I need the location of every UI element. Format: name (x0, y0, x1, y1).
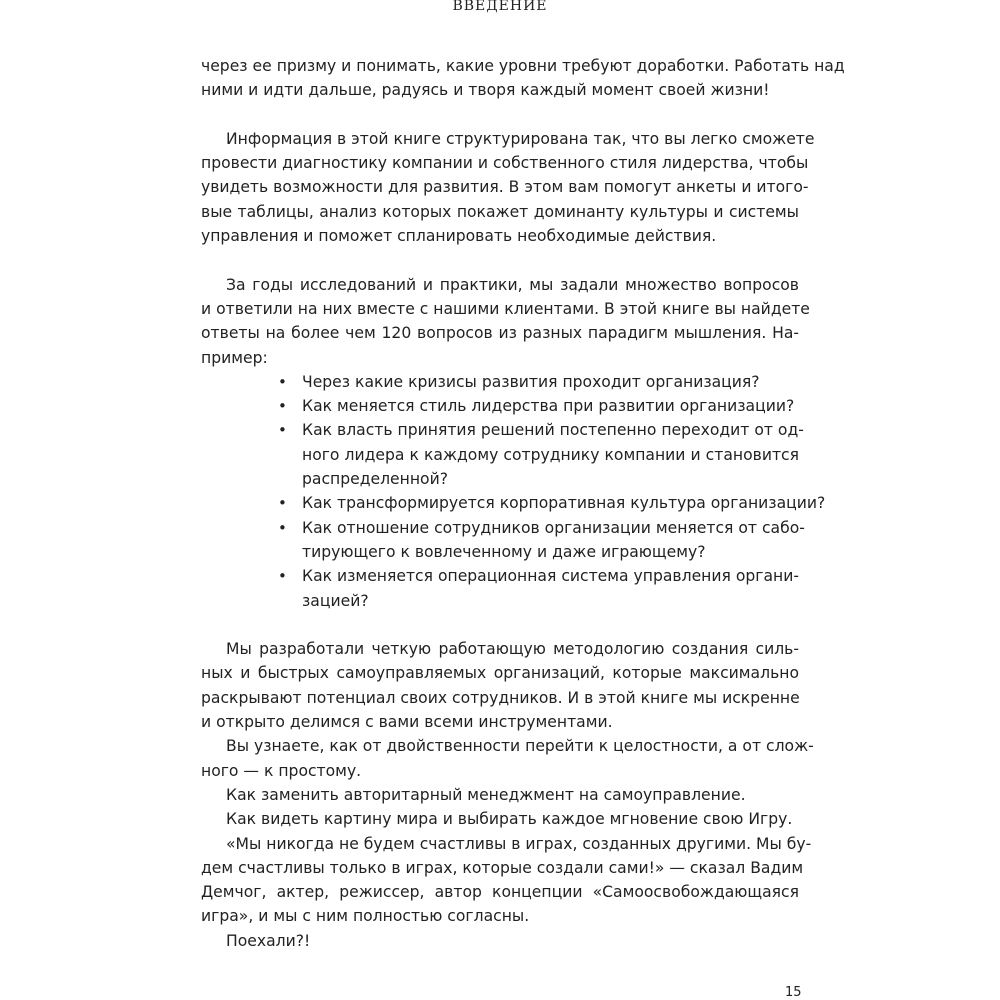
list-item (275, 418, 804, 491)
paragraph (201, 637, 799, 734)
text-line: • Как власть принятия решений постепенно переходит от од- (302, 421, 804, 440)
text-line: Мы разработали четкую работающую методологию создания силь- (226, 640, 799, 659)
paragraph (201, 783, 799, 807)
text-line: пример: (201, 348, 268, 367)
text-line: Как видеть картину мира и выбирать каждое мгновение свою Игру. (226, 810, 793, 829)
text-line: раскрывают потенциал своих сотрудников. И в этой книге мы искренне (201, 688, 800, 707)
text-line: вые таблицы, анализ которых покажет доминанту культуры и системы (201, 202, 799, 221)
paragraph (201, 127, 815, 248)
text-line: дем счастливы только в играх, которые создали сами!» — сказал Вадим (201, 858, 804, 877)
text-line: Вы узнаете, как от двойственности перейти к целостности, а от слож- (226, 737, 814, 756)
page-body (201, 54, 845, 953)
text-line: Поехали?! (226, 931, 311, 950)
text-line: • Как меняется стиль лидерства при развитии организации? (302, 397, 795, 416)
list-item (275, 564, 799, 613)
text-line: тирующего к вовлеченному и даже играющему? (302, 542, 706, 561)
paragraph (201, 807, 799, 831)
text-line: За годы исследований и практики, мы задали множество вопросов (226, 275, 799, 294)
paragraph (201, 54, 845, 103)
text-line: зацией? (302, 591, 369, 610)
text-line: ответы на более чем 120 вопросов из разных парадигм мышления. На- (201, 324, 799, 343)
paragraph (201, 734, 814, 783)
question-list (275, 370, 826, 613)
list-item (275, 394, 799, 418)
text-line: Информация в этой книге структурирована так, что вы легко сможете (226, 129, 815, 148)
page-number: 15 (785, 985, 802, 1000)
text-line: • Как трансформируется корпоративная культура организации? (302, 494, 826, 513)
text-line: распределенной? (302, 470, 448, 489)
text-line: Демчог, актер, режиссер, автор концепции «Самоосвобождающаяся (201, 883, 799, 902)
text-line: • Как отношение сотрудников организации меняется от сабо- (302, 518, 805, 537)
text-line: и открыто делимся с вами всеми инструментами. (201, 713, 613, 732)
text-line: управления и поможет спланировать необходимые действия. (201, 227, 717, 246)
list-item (275, 491, 826, 515)
paragraph (201, 929, 799, 953)
paragraph-gap (201, 248, 799, 272)
text-line: игра», и мы с ним полностью согласны. (201, 907, 530, 926)
paragraph-gap (201, 613, 799, 637)
text-line: и ответили на них вместе с нашими клиентами. В этой книге вы найдете (201, 299, 810, 318)
text-line: ного — к простому. (201, 761, 362, 780)
list-item (275, 516, 805, 565)
text-line: провести диагностику компании и собственного стиля лидерства, чтобы (201, 154, 809, 173)
text-line: ними и идти дальше, радуясь и творя каждый момент своей жизни! (201, 81, 770, 100)
text-line: через ее призму и понимать, какие уровни требуют доработки. Работать над (201, 57, 845, 75)
list-item (275, 370, 799, 394)
paragraph (201, 273, 810, 370)
text-line: • Через какие кризисы развития проходит организация? (302, 372, 760, 391)
running-head: ВВЕДЕНИЕ (452, 0, 548, 14)
paragraph-gap (201, 103, 799, 127)
text-line: • Как изменяется операционная система управления органи- (302, 567, 799, 586)
text-line: ного лидера к каждому сотруднику компании и становится (302, 445, 799, 464)
paragraph (201, 832, 812, 929)
text-line: Как заменить авторитарный менеджмент на самоуправление. (226, 785, 746, 804)
text-line: ных и быстрых самоуправляемых организаций, которые максимально (201, 664, 799, 683)
text-line: увидеть возможности для развития. В этом вам помогут анкеты и итого- (201, 178, 809, 197)
text-line: «Мы никогда не будем счастливы в играх, созданных другими. Мы бу- (226, 834, 812, 853)
